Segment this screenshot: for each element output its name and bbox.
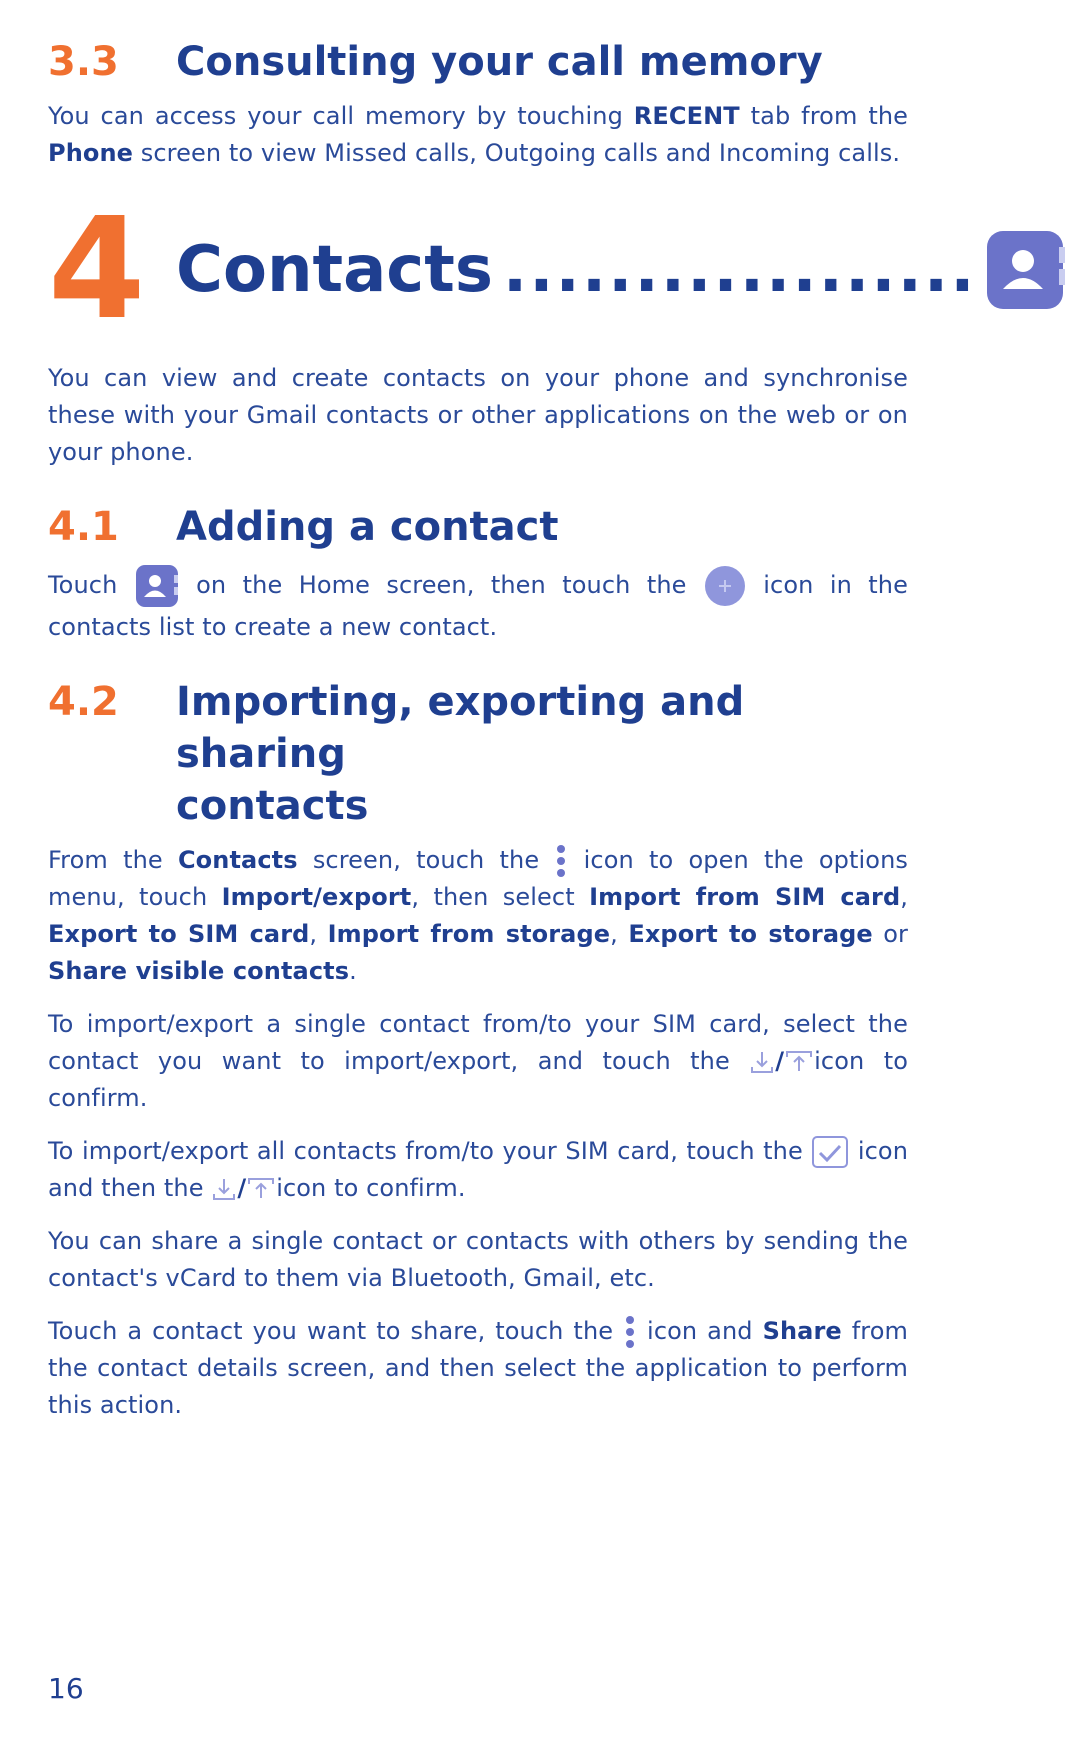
chapter-number: 4 xyxy=(48,188,146,351)
recent-tab-label: RECENT xyxy=(633,102,740,130)
paragraph-contacts-intro: You can view and create contacts on your phone and synchronise these with your Gmail contacts or other applications on the web or on your phone. xyxy=(48,364,908,466)
section-number: 4.2 xyxy=(48,679,119,725)
select-all-icon xyxy=(811,1135,849,1169)
paragraph-all-contacts: To import/export all contacts from/to your SIM card, touch the icon and then the / icon to confirm. xyxy=(48,1137,909,1202)
paragraph-single-contact: To import/export a single contact from/to your SIM card, select the contact you want to import/export, and touch the / icon to confirm. xyxy=(48,1010,908,1112)
paragraph-share-contacts: You can share a single contact or contacts with others by sending the contact's vCard to them via Bluetooth, Gmail, etc. xyxy=(48,1227,908,1292)
chapter-4-heading xyxy=(48,188,977,351)
add-contact-icon xyxy=(703,564,747,608)
section-4-2-heading xyxy=(48,676,908,832)
section-number: 4.1 xyxy=(48,504,119,550)
paragraph-call-memory: You can access your call memory by touching RECENT tab from the Phone screen to view Missed calls, Outgoing calls and Incoming calls. xyxy=(48,102,908,167)
section-title: Adding a contact xyxy=(176,504,559,550)
document-page xyxy=(48,36,977,1424)
contacts-app-icon xyxy=(985,229,1067,311)
contacts-icon xyxy=(134,563,180,609)
section-number: 3.3 xyxy=(48,39,119,85)
section-title: Consulting your call memory xyxy=(176,39,823,85)
import-icon xyxy=(211,1176,237,1202)
section-4-1-heading xyxy=(48,501,908,553)
phone-label: Phone xyxy=(48,139,134,167)
title-leader-dots: .................. xyxy=(502,233,977,307)
import-icon xyxy=(749,1049,775,1075)
export-icon xyxy=(784,1049,814,1075)
paragraph-share-single: Touch a contact you want to share, touch the icon and Share from the contact details screen, and then select the application to perform this action. xyxy=(48,1313,908,1424)
paragraph-adding-contact: Touch on the Home screen, then touch the icon in the contacts list to create a new contact. xyxy=(48,563,908,646)
paragraph-import-export: From the Contacts screen, touch the icon to open the options menu, touch Import/export, then select Import from SIM card, Export to SIM card, Import from storage, Export to storage or Share visible contacts. xyxy=(48,842,908,990)
export-icon xyxy=(246,1176,276,1202)
section-3-3-heading xyxy=(48,36,908,88)
chapter-title: Contacts xyxy=(176,233,493,307)
more-options-icon xyxy=(554,843,568,879)
section-title: Importing, exporting and sharing contacts xyxy=(176,679,745,829)
more-options-icon xyxy=(623,1314,637,1350)
page-number: 16 xyxy=(48,1672,84,1705)
